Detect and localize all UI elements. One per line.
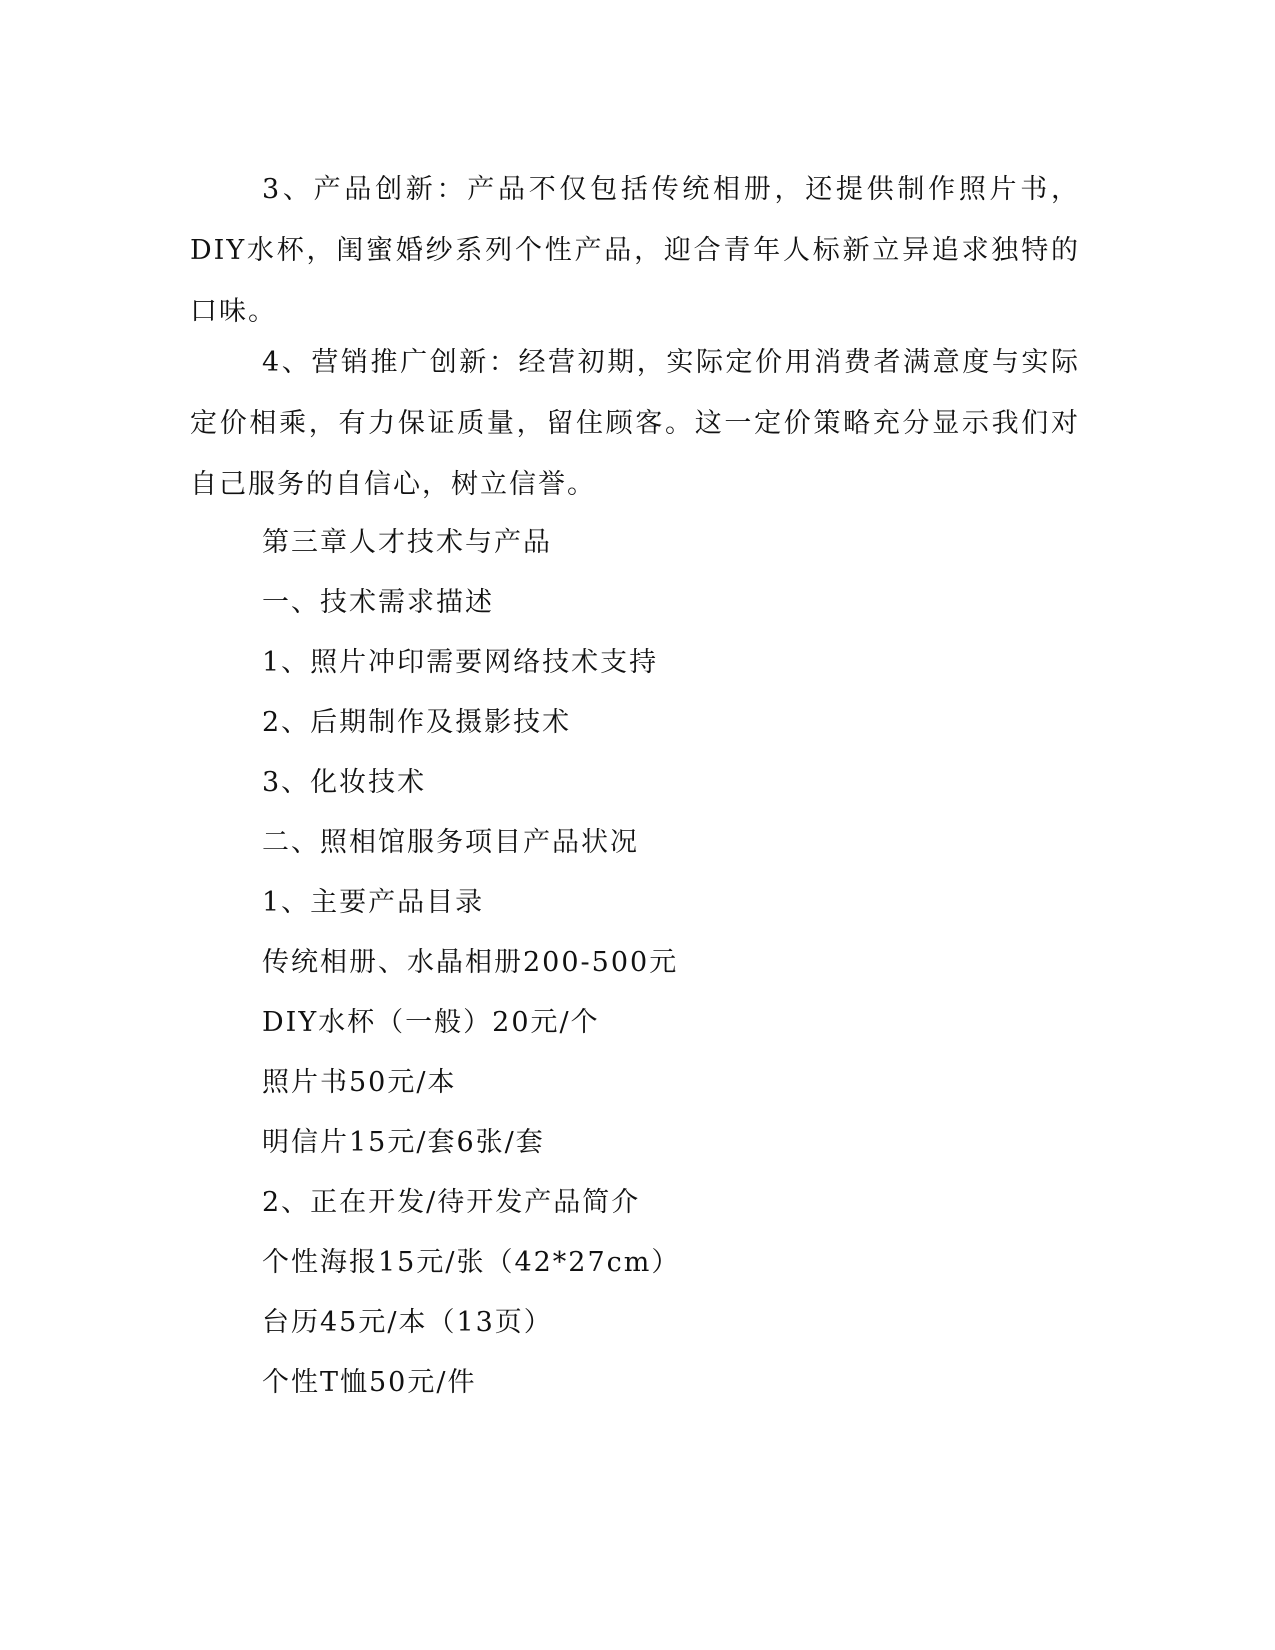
product-line: 照片书50元/本: [262, 1067, 457, 1098]
list-item: 1、照片冲印需要网络技术支持: [262, 647, 659, 678]
paragraph-product-innovation: [190, 159, 1080, 342]
subsection-heading-development: 2、正在开发/待开发产品简介: [262, 1187, 641, 1218]
product-line: 个性T恤50元/件: [262, 1367, 477, 1398]
product-line: 个性海报15元/张（42*27cm）: [262, 1247, 681, 1278]
product-line: 台历45元/本（13页）: [262, 1307, 553, 1338]
list-item: 2、后期制作及摄影技术: [262, 707, 572, 738]
list-item: 3、化妆技术: [262, 767, 427, 798]
product-line: 传统相册、水晶相册200-500元: [262, 947, 679, 978]
section-heading-products: 二、照相馆服务项目产品状况: [262, 827, 639, 858]
paragraph-marketing-innovation: [190, 332, 1080, 515]
paragraph-text: 3、产品创新：产品不仅包括传统相册，还提供制作照片书，DIY水杯，闺蜜婚纱系列个性产品，迎合青年人标新立异追求独特的口味。: [190, 174, 1080, 327]
chapter-heading: 第三章人才技术与产品: [262, 527, 552, 558]
paragraph-text: 4、营销推广创新：经营初期，实际定价用消费者满意度与实际定价相乘，有力保证质量，留住顾客。这一定价策略充分显示我们对自己服务的自信心，树立信誉。: [190, 347, 1080, 500]
product-line: 明信片15元/套6张/套: [262, 1127, 545, 1158]
section-heading-tech-needs: 一、技术需求描述: [262, 587, 494, 618]
product-line: DIY水杯（一般）20元/个: [262, 1007, 600, 1038]
subsection-heading-catalog: 1、主要产品目录: [262, 887, 485, 918]
